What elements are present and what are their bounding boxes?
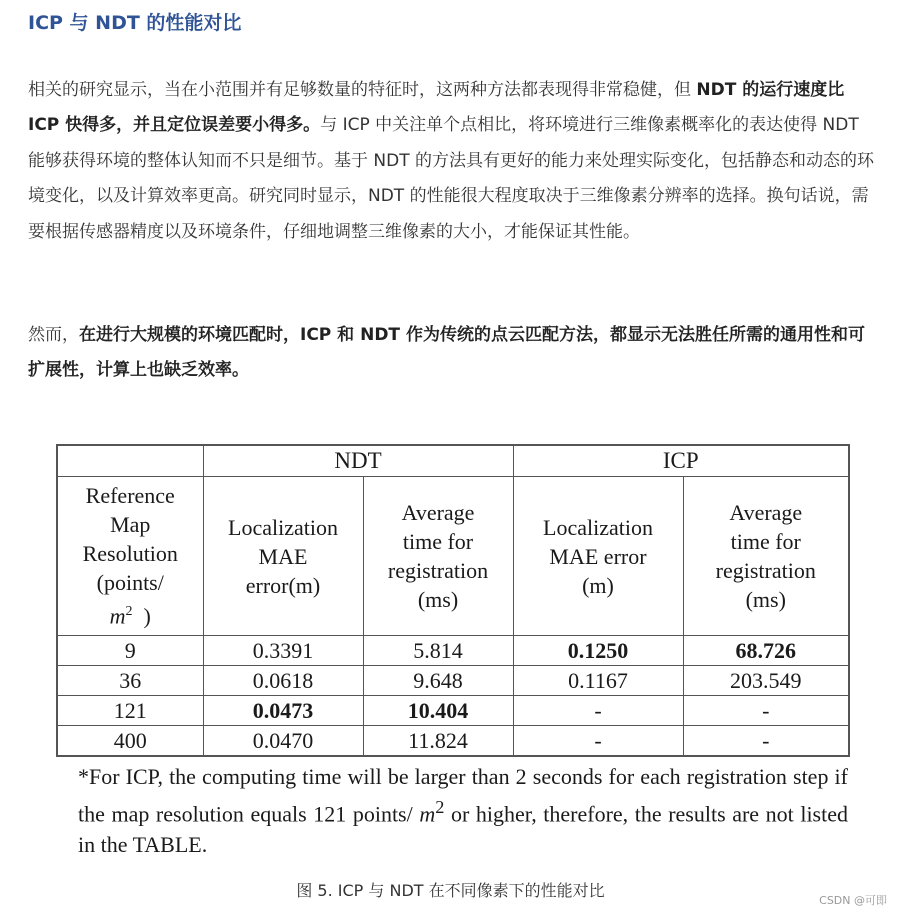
table-group-header-row (57, 445, 849, 477)
paragraph-2-bold: 在进行大规模的环境匹配时，ICP 和 NDT 作为传统的点云匹配方法，都显示无法胜任所需的通用性和可扩展性，计算上也缺乏效率。 (28, 325, 865, 381)
ndt-mae-cell: 0.3391 (203, 636, 363, 666)
icp-time-header: Average time for registration (ms) (683, 477, 849, 636)
figure-table-image (56, 444, 852, 860)
ndt-time-cell: 10.404 (363, 696, 513, 726)
resolution-cell: 36 (57, 666, 203, 696)
ndt-group-header: NDT (203, 445, 513, 477)
table-footnote: *For ICP, the computing time will be larger than 2 seconds for each registration step if the map resolution equals 121 points/ $m^2$ or higher, therefore, the results are not listed in the TABLE. (78, 764, 848, 858)
ndt-time-header: Average time for registration (ms) (363, 477, 513, 636)
icp-mae-cell: - (513, 726, 683, 757)
ndt-time-cell: 11.824 (363, 726, 513, 757)
table-row (57, 726, 849, 757)
resolution-cell: 9 (57, 636, 203, 666)
table-column-header-row (57, 477, 849, 636)
icp-mae-cell: 0.1167 (513, 666, 683, 696)
table-row (57, 666, 849, 696)
table-corner-cell (57, 445, 203, 477)
paragraph-1-rest: 与 ICP 中关注单个点相比，将环境进行三维像素概率化的表达使得 NDT 能够获得环境的整体认知而不只是细节。基于 NDT 的方法具有更好的能力来处理实际变化，包括静态和动态的环境变化，以及计算效率更高。研究同时显示，NDT 的性能很大程度取决于三维像素分辨率的选择。换句话说，需要根据传感器精度以及环境条件，仔细地调整三维像素的大小，才能保证其性能。 (28, 115, 874, 242)
icp-time-cell: - (683, 696, 849, 726)
ndt-mae-cell: 0.0470 (203, 726, 363, 757)
table-row (57, 636, 849, 666)
resolution-header: Reference Map Resolution (points/ $m^2$ ) (57, 477, 203, 636)
icp-mae-header: Localization MAE error (m) (513, 477, 683, 636)
resolution-cell: 121 (57, 696, 203, 726)
watermark: CSDN @可即 (819, 894, 887, 907)
ndt-time-cell: 9.648 (363, 666, 513, 696)
page-title: ICP 与 NDT 的性能对比 (28, 12, 242, 34)
ndt-mae-cell: 0.0618 (203, 666, 363, 696)
ndt-mae-cell: 0.0473 (203, 696, 363, 726)
icp-time-cell: 68.726 (683, 636, 849, 666)
icp-mae-cell: - (513, 696, 683, 726)
paragraph-2 (28, 318, 878, 389)
ndt-mae-header: Localization MAE error(m) (203, 477, 363, 636)
icp-group-header: ICP (513, 445, 849, 477)
table-row (57, 696, 849, 726)
paragraph-1 (28, 73, 878, 250)
ndt-time-cell: 5.814 (363, 636, 513, 666)
paragraph-2-intro: 然而， (28, 325, 79, 345)
results-table (56, 444, 850, 757)
icp-time-cell: - (683, 726, 849, 757)
icp-time-cell: 203.549 (683, 666, 849, 696)
paragraph-1-bold: NDT 的运行速度比 ICP 快得多，并且定位误差要小得多。 (28, 80, 845, 136)
resolution-cell: 400 (57, 726, 203, 757)
figure-caption: 图 5. ICP 与 NDT 在不同像素下的性能对比 (296, 881, 605, 900)
paragraph-1-intro: 相关的研究显示，当在小范围并有足够数量的特征时，这两种方法都表现得非常稳健，但 (28, 80, 697, 100)
icp-mae-cell: 0.1250 (513, 636, 683, 666)
